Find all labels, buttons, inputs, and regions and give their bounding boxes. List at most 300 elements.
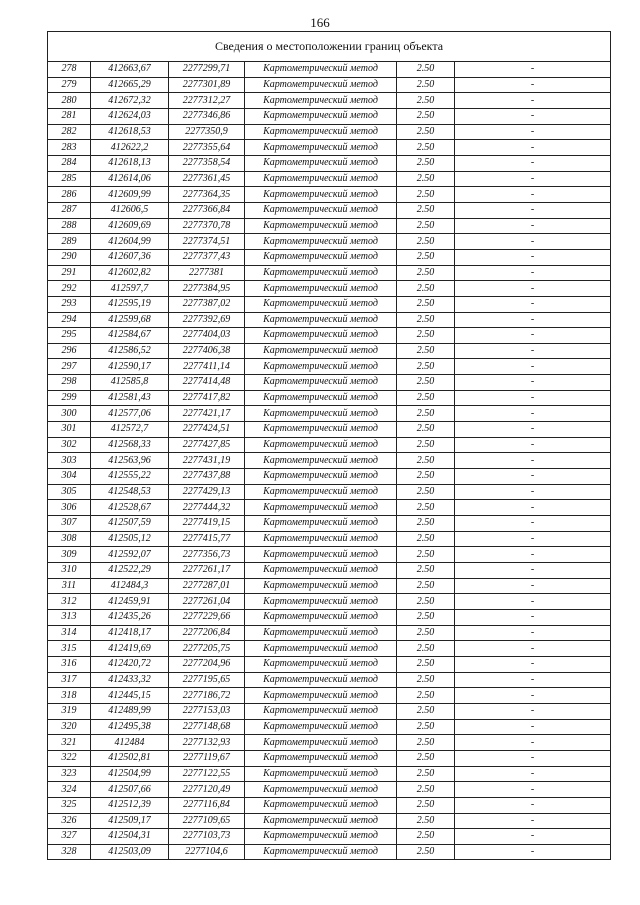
coordinate-y-cell: 2277120,49	[169, 782, 245, 798]
note-cell: -	[455, 422, 611, 438]
method-cell: Картометрический метод	[245, 829, 397, 845]
point-number-cell: 309	[48, 547, 91, 563]
coordinate-y-cell: 2277205,75	[169, 641, 245, 657]
point-number-cell: 302	[48, 437, 91, 453]
note-cell: -	[455, 281, 611, 297]
accuracy-cell: 2.50	[397, 516, 455, 532]
table-row	[48, 187, 611, 203]
coordinate-y-cell: 2277287,01	[169, 578, 245, 594]
table-row	[48, 578, 611, 594]
method-cell: Картометрический метод	[245, 406, 397, 422]
table-row	[48, 531, 611, 547]
method-cell: Картометрический метод	[245, 641, 397, 657]
point-number-cell: 312	[48, 594, 91, 610]
note-cell: -	[455, 750, 611, 766]
note-cell: -	[455, 187, 611, 203]
coordinate-y-cell: 2277429,13	[169, 484, 245, 500]
table-row	[48, 77, 611, 93]
coordinate-y-cell: 2277414,48	[169, 375, 245, 391]
accuracy-cell: 2.50	[397, 328, 455, 344]
accuracy-cell: 2.50	[397, 296, 455, 312]
coordinate-x-cell: 412418,17	[91, 625, 169, 641]
coordinate-y-cell: 2277411,14	[169, 359, 245, 375]
point-number-cell: 328	[48, 844, 91, 860]
coordinate-x-cell: 412495,38	[91, 719, 169, 735]
point-number-cell: 300	[48, 406, 91, 422]
note-cell: -	[455, 719, 611, 735]
method-cell: Картометрический метод	[245, 249, 397, 265]
coordinate-y-cell: 2277374,51	[169, 234, 245, 250]
accuracy-cell: 2.50	[397, 688, 455, 704]
method-cell: Картометрический метод	[245, 609, 397, 625]
coordinate-y-cell: 2277132,93	[169, 735, 245, 751]
note-cell: -	[455, 844, 611, 860]
coordinate-y-cell: 2277301,89	[169, 77, 245, 93]
coordinate-x-cell: 412504,99	[91, 766, 169, 782]
coordinate-x-cell: 412586,52	[91, 343, 169, 359]
coordinate-x-cell: 412609,99	[91, 187, 169, 203]
method-cell: Картометрический метод	[245, 672, 397, 688]
method-cell: Картометрический метод	[245, 469, 397, 485]
coordinate-x-cell: 412504,31	[91, 829, 169, 845]
point-number-cell: 321	[48, 735, 91, 751]
accuracy-cell: 2.50	[397, 140, 455, 156]
coordinate-y-cell: 2277415,77	[169, 531, 245, 547]
point-number-cell: 311	[48, 578, 91, 594]
coordinate-x-cell: 412618,13	[91, 155, 169, 171]
accuracy-cell: 2.50	[397, 265, 455, 281]
point-number-cell: 306	[48, 500, 91, 516]
note-cell: -	[455, 140, 611, 156]
accuracy-cell: 2.50	[397, 124, 455, 140]
coordinate-y-cell: 2277116,84	[169, 797, 245, 813]
method-cell: Картометрический метод	[245, 77, 397, 93]
coordinate-y-cell: 2277358,54	[169, 155, 245, 171]
table-row	[48, 766, 611, 782]
coordinate-x-cell: 412577,06	[91, 406, 169, 422]
coordinate-y-cell: 2277104,6	[169, 844, 245, 860]
note-cell: -	[455, 453, 611, 469]
method-cell: Картометрический метод	[245, 375, 397, 391]
table-row	[48, 625, 611, 641]
accuracy-cell: 2.50	[397, 93, 455, 109]
table-row	[48, 500, 611, 516]
accuracy-cell: 2.50	[397, 641, 455, 657]
accuracy-cell: 2.50	[397, 437, 455, 453]
method-cell: Картометрический метод	[245, 719, 397, 735]
accuracy-cell: 2.50	[397, 500, 455, 516]
note-cell: -	[455, 594, 611, 610]
coordinate-x-cell: 412420,72	[91, 656, 169, 672]
method-cell: Картометрический метод	[245, 688, 397, 704]
accuracy-cell: 2.50	[397, 578, 455, 594]
coordinate-x-cell: 412419,69	[91, 641, 169, 657]
table-row	[48, 641, 611, 657]
accuracy-cell: 2.50	[397, 171, 455, 187]
coordinate-x-cell: 412614,06	[91, 171, 169, 187]
coordinate-x-cell: 412433,32	[91, 672, 169, 688]
table-row	[48, 296, 611, 312]
coordinate-y-cell: 2277356,73	[169, 547, 245, 563]
coordinate-x-cell: 412622,2	[91, 140, 169, 156]
table-row	[48, 719, 611, 735]
point-number-cell: 287	[48, 202, 91, 218]
coordinate-x-cell: 412503,09	[91, 844, 169, 860]
note-cell: -	[455, 312, 611, 328]
note-cell: -	[455, 62, 611, 78]
note-cell: -	[455, 547, 611, 563]
point-number-cell: 283	[48, 140, 91, 156]
method-cell: Картометрический метод	[245, 578, 397, 594]
coordinate-y-cell: 2277103,73	[169, 829, 245, 845]
note-cell: -	[455, 108, 611, 124]
accuracy-cell: 2.50	[397, 77, 455, 93]
coordinate-x-cell: 412590,17	[91, 359, 169, 375]
method-cell: Картометрический метод	[245, 516, 397, 532]
accuracy-cell: 2.50	[397, 750, 455, 766]
point-number-cell: 290	[48, 249, 91, 265]
coordinate-x-cell: 412522,29	[91, 563, 169, 579]
note-cell: -	[455, 171, 611, 187]
coordinate-x-cell: 412563,96	[91, 453, 169, 469]
coordinate-y-cell: 2277148,68	[169, 719, 245, 735]
coordinate-y-cell: 2277195,65	[169, 672, 245, 688]
table-row	[48, 140, 611, 156]
table-row	[48, 844, 611, 860]
note-cell: -	[455, 437, 611, 453]
note-cell: -	[455, 484, 611, 500]
accuracy-cell: 2.50	[397, 594, 455, 610]
note-cell: -	[455, 500, 611, 516]
coordinate-x-cell: 412672,32	[91, 93, 169, 109]
note-cell: -	[455, 124, 611, 140]
method-cell: Картометрический метод	[245, 500, 397, 516]
point-number-cell: 281	[48, 108, 91, 124]
method-cell: Картометрический метод	[245, 547, 397, 563]
coordinate-x-cell: 412509,17	[91, 813, 169, 829]
table-row	[48, 218, 611, 234]
coordinate-y-cell: 2277444,32	[169, 500, 245, 516]
point-number-cell: 323	[48, 766, 91, 782]
table-row	[48, 797, 611, 813]
coordinate-y-cell: 2277119,67	[169, 750, 245, 766]
coordinate-y-cell: 2277122,55	[169, 766, 245, 782]
table-row	[48, 328, 611, 344]
note-cell: -	[455, 469, 611, 485]
table-row	[48, 547, 611, 563]
note-cell: -	[455, 328, 611, 344]
table-row	[48, 656, 611, 672]
coordinate-x-cell: 412548,53	[91, 484, 169, 500]
accuracy-cell: 2.50	[397, 375, 455, 391]
accuracy-cell: 2.50	[397, 469, 455, 485]
method-cell: Картометрический метод	[245, 531, 397, 547]
coordinate-x-cell: 412568,33	[91, 437, 169, 453]
note-cell: -	[455, 359, 611, 375]
accuracy-cell: 2.50	[397, 422, 455, 438]
accuracy-cell: 2.50	[397, 563, 455, 579]
coordinate-x-cell: 412606,5	[91, 202, 169, 218]
table-row	[48, 249, 611, 265]
table-row	[48, 359, 611, 375]
note-cell: -	[455, 641, 611, 657]
point-number-cell: 319	[48, 703, 91, 719]
accuracy-cell: 2.50	[397, 249, 455, 265]
point-number-cell: 310	[48, 563, 91, 579]
table-row	[48, 750, 611, 766]
point-number-cell: 318	[48, 688, 91, 704]
note-cell: -	[455, 516, 611, 532]
note-cell: -	[455, 234, 611, 250]
table-row	[48, 735, 611, 751]
note-cell: -	[455, 578, 611, 594]
accuracy-cell: 2.50	[397, 155, 455, 171]
coordinate-x-cell: 412484,3	[91, 578, 169, 594]
note-cell: -	[455, 406, 611, 422]
note-cell: -	[455, 77, 611, 93]
method-cell: Картометрический метод	[245, 797, 397, 813]
coordinate-x-cell: 412604,99	[91, 234, 169, 250]
point-number-cell: 324	[48, 782, 91, 798]
table-row	[48, 594, 611, 610]
accuracy-cell: 2.50	[397, 359, 455, 375]
coordinate-y-cell: 2277346,86	[169, 108, 245, 124]
accuracy-cell: 2.50	[397, 406, 455, 422]
coordinate-y-cell: 2277186,72	[169, 688, 245, 704]
note-cell: -	[455, 625, 611, 641]
coordinate-y-cell: 2277261,17	[169, 563, 245, 579]
coordinate-y-cell: 2277419,15	[169, 516, 245, 532]
point-number-cell: 288	[48, 218, 91, 234]
coordinate-x-cell: 412595,19	[91, 296, 169, 312]
method-cell: Картометрический метод	[245, 234, 397, 250]
method-cell: Картометрический метод	[245, 735, 397, 751]
method-cell: Картометрический метод	[245, 93, 397, 109]
coordinate-y-cell: 2277312,27	[169, 93, 245, 109]
method-cell: Картометрический метод	[245, 328, 397, 344]
table-row	[48, 171, 611, 187]
coordinate-y-cell: 2277355,64	[169, 140, 245, 156]
coordinate-y-cell: 2277109,65	[169, 813, 245, 829]
note-cell: -	[455, 390, 611, 406]
coordinate-x-cell: 412555,22	[91, 469, 169, 485]
method-cell: Картометрический метод	[245, 782, 397, 798]
method-cell: Картометрический метод	[245, 343, 397, 359]
method-cell: Картометрический метод	[245, 437, 397, 453]
point-number-cell: 280	[48, 93, 91, 109]
accuracy-cell: 2.50	[397, 453, 455, 469]
accuracy-cell: 2.50	[397, 202, 455, 218]
method-cell: Картометрический метод	[245, 750, 397, 766]
point-number-cell: 291	[48, 265, 91, 281]
coordinate-x-cell: 412507,59	[91, 516, 169, 532]
coordinate-x-cell: 412599,68	[91, 312, 169, 328]
coordinate-x-cell: 412665,29	[91, 77, 169, 93]
table-row	[48, 437, 611, 453]
accuracy-cell: 2.50	[397, 782, 455, 798]
coordinate-x-cell: 412435,26	[91, 609, 169, 625]
point-number-cell: 303	[48, 453, 91, 469]
note-cell: -	[455, 296, 611, 312]
note-cell: -	[455, 375, 611, 391]
note-cell: -	[455, 265, 611, 281]
table-row	[48, 688, 611, 704]
accuracy-cell: 2.50	[397, 390, 455, 406]
note-cell: -	[455, 782, 611, 798]
coordinate-x-cell: 412512,39	[91, 797, 169, 813]
table-row	[48, 62, 611, 78]
method-cell: Картометрический метод	[245, 202, 397, 218]
accuracy-cell: 2.50	[397, 234, 455, 250]
coordinate-x-cell: 412445,15	[91, 688, 169, 704]
accuracy-cell: 2.50	[397, 531, 455, 547]
accuracy-cell: 2.50	[397, 108, 455, 124]
method-cell: Картометрический метод	[245, 312, 397, 328]
coordinate-x-cell: 412609,69	[91, 218, 169, 234]
note-cell: -	[455, 813, 611, 829]
point-number-cell: 327	[48, 829, 91, 845]
table-row	[48, 155, 611, 171]
coordinate-y-cell: 2277424,51	[169, 422, 245, 438]
note-cell: -	[455, 155, 611, 171]
point-number-cell: 292	[48, 281, 91, 297]
accuracy-cell: 2.50	[397, 484, 455, 500]
accuracy-cell: 2.50	[397, 312, 455, 328]
note-cell: -	[455, 563, 611, 579]
coordinate-y-cell: 2277406,38	[169, 343, 245, 359]
note-cell: -	[455, 672, 611, 688]
method-cell: Картометрический метод	[245, 171, 397, 187]
accuracy-cell: 2.50	[397, 281, 455, 297]
table-row	[48, 672, 611, 688]
accuracy-cell: 2.50	[397, 609, 455, 625]
table-row	[48, 469, 611, 485]
accuracy-cell: 2.50	[397, 547, 455, 563]
point-number-cell: 317	[48, 672, 91, 688]
method-cell: Картометрический метод	[245, 766, 397, 782]
coordinate-y-cell: 2277404,03	[169, 328, 245, 344]
accuracy-cell: 2.50	[397, 735, 455, 751]
note-cell: -	[455, 703, 611, 719]
note-cell: -	[455, 218, 611, 234]
table-row	[48, 234, 611, 250]
point-number-cell: 289	[48, 234, 91, 250]
coordinate-x-cell: 412607,36	[91, 249, 169, 265]
method-cell: Картометрический метод	[245, 484, 397, 500]
accuracy-cell: 2.50	[397, 656, 455, 672]
method-cell: Картометрический метод	[245, 656, 397, 672]
method-cell: Картометрический метод	[245, 625, 397, 641]
note-cell: -	[455, 93, 611, 109]
table-row	[48, 609, 611, 625]
note-cell: -	[455, 735, 611, 751]
coordinate-y-cell: 2277299,71	[169, 62, 245, 78]
note-cell: -	[455, 609, 611, 625]
coordinate-x-cell: 412618,53	[91, 124, 169, 140]
point-number-cell: 316	[48, 656, 91, 672]
table-row	[48, 312, 611, 328]
coordinate-x-cell: 412502,81	[91, 750, 169, 766]
coordinate-x-cell: 412602,82	[91, 265, 169, 281]
method-cell: Картометрический метод	[245, 703, 397, 719]
point-number-cell: 325	[48, 797, 91, 813]
accuracy-cell: 2.50	[397, 813, 455, 829]
table-row	[48, 265, 611, 281]
coordinate-y-cell: 2277387,02	[169, 296, 245, 312]
coordinate-y-cell: 2277153,03	[169, 703, 245, 719]
coordinate-y-cell: 2277350,9	[169, 124, 245, 140]
note-cell: -	[455, 688, 611, 704]
accuracy-cell: 2.50	[397, 703, 455, 719]
table-row	[48, 813, 611, 829]
coordinate-x-cell: 412459,91	[91, 594, 169, 610]
method-cell: Картометрический метод	[245, 265, 397, 281]
point-number-cell: 315	[48, 641, 91, 657]
note-cell: -	[455, 766, 611, 782]
coordinate-y-cell: 2277261,04	[169, 594, 245, 610]
coordinate-x-cell: 412585,8	[91, 375, 169, 391]
accuracy-cell: 2.50	[397, 343, 455, 359]
point-number-cell: 313	[48, 609, 91, 625]
method-cell: Картометрический метод	[245, 108, 397, 124]
coordinate-y-cell: 2277384,95	[169, 281, 245, 297]
table-row	[48, 516, 611, 532]
method-cell: Картометрический метод	[245, 218, 397, 234]
accuracy-cell: 2.50	[397, 844, 455, 860]
accuracy-cell: 2.50	[397, 187, 455, 203]
note-cell: -	[455, 829, 611, 845]
coordinate-x-cell: 412489,99	[91, 703, 169, 719]
method-cell: Картометрический метод	[245, 281, 397, 297]
coordinate-x-cell: 412572,7	[91, 422, 169, 438]
point-number-cell: 284	[48, 155, 91, 171]
method-cell: Картометрический метод	[245, 155, 397, 171]
point-number-cell: 296	[48, 343, 91, 359]
method-cell: Картометрический метод	[245, 187, 397, 203]
point-number-cell: 326	[48, 813, 91, 829]
coordinate-x-cell: 412581,43	[91, 390, 169, 406]
accuracy-cell: 2.50	[397, 719, 455, 735]
note-cell: -	[455, 249, 611, 265]
coordinate-y-cell: 2277392,69	[169, 312, 245, 328]
table-row	[48, 281, 611, 297]
page-number: 166	[310, 15, 330, 30]
coordinate-y-cell: 2277366,84	[169, 202, 245, 218]
accuracy-cell: 2.50	[397, 766, 455, 782]
point-number-cell: 301	[48, 422, 91, 438]
accuracy-cell: 2.50	[397, 672, 455, 688]
point-number-cell: 286	[48, 187, 91, 203]
coordinate-x-cell: 412584,67	[91, 328, 169, 344]
point-number-cell: 282	[48, 124, 91, 140]
table-row	[48, 343, 611, 359]
coordinate-x-cell: 412624,03	[91, 108, 169, 124]
coordinate-x-cell: 412597,7	[91, 281, 169, 297]
table-row	[48, 202, 611, 218]
method-cell: Картометрический метод	[245, 563, 397, 579]
coordinate-y-cell: 2277427,85	[169, 437, 245, 453]
point-number-cell: 297	[48, 359, 91, 375]
coordinate-y-cell: 2277229,66	[169, 609, 245, 625]
table-row	[48, 108, 611, 124]
note-cell: -	[455, 531, 611, 547]
method-cell: Картометрический метод	[245, 140, 397, 156]
table-row	[48, 93, 611, 109]
method-cell: Картометрический метод	[245, 453, 397, 469]
coordinate-x-cell: 412663,67	[91, 62, 169, 78]
table-row	[48, 703, 611, 719]
note-cell: -	[455, 202, 611, 218]
